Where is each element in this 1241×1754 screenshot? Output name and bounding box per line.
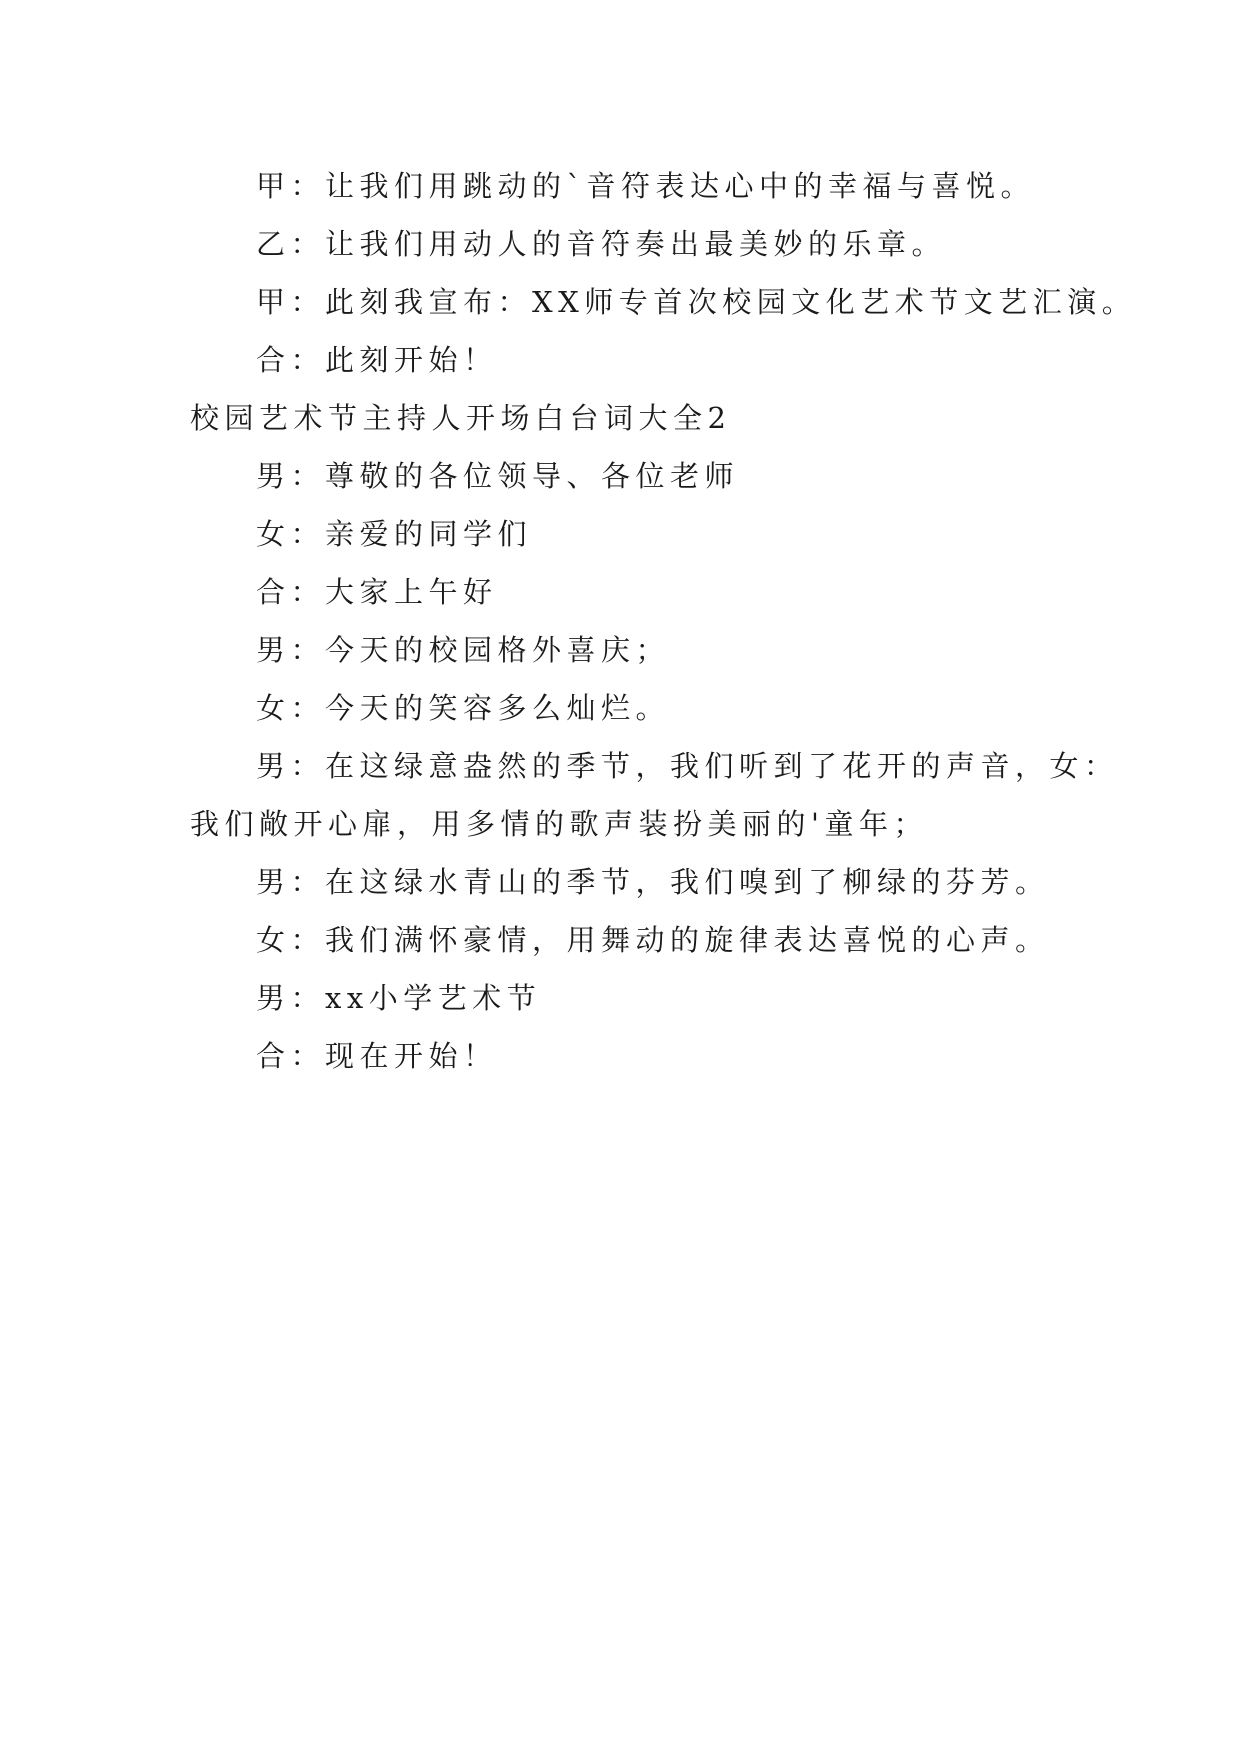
dialogue-line: 乙：让我们用动人的音符奏出最美妙的乐章。 — [256, 227, 947, 261]
dialogue-line: 合：现在开始！ — [256, 1039, 498, 1073]
dialogue-line: 甲：此刻我宣布：XX师专首次校园文化艺术节文艺汇演。 — [256, 285, 1137, 319]
dialogue-line: 男：在这绿意盎然的季节，我们听到了花开的声音，女： — [256, 749, 1119, 783]
dialogue-line: 男：在这绿水青山的季节，我们嗅到了柳绿的芬芳。 — [256, 865, 1050, 899]
dialogue-line: 合：此刻开始！ — [256, 343, 498, 377]
dialogue-line: 女：今天的笑容多么灿烂。 — [256, 691, 671, 725]
dialogue-line-continuation: 我们敞开心扉，用多情的歌声装扮美丽的'童年； — [190, 807, 928, 841]
dialogue-line: 男：今天的校园格外喜庆； — [256, 633, 671, 667]
dialogue-line: 合：大家上午好 — [256, 575, 498, 609]
section-heading: 校园艺术节主持人开场白台词大全2 — [190, 401, 732, 435]
dialogue-line: 甲：让我们用跳动的`音符表达心中的幸福与喜悦。 — [256, 169, 1036, 203]
document-body — [190, 157, 1137, 1085]
dialogue-line: 女：我们满怀豪情，用舞动的旋律表达喜悦的心声。 — [256, 923, 1050, 957]
dialogue-line: 女：亲爱的同学们 — [256, 517, 533, 551]
dialogue-line: 男：尊敬的各位领导、各位老师 — [256, 459, 740, 493]
dialogue-line: 男：xx小学艺术节 — [256, 981, 542, 1015]
